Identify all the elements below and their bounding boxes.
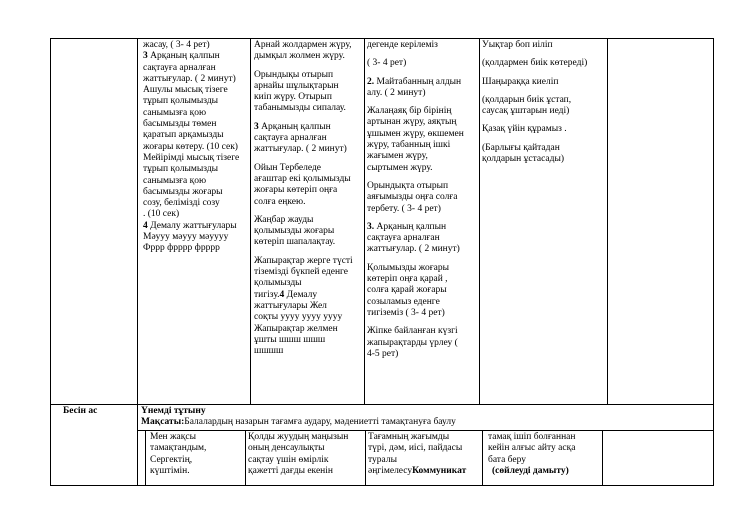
text-line: жаттығулар. ( 2 минут) (143, 73, 236, 84)
text-line: Тағамның жағымды (368, 432, 450, 442)
text-line: артынан жүру, аяқтың (367, 117, 457, 128)
row-divider (50, 404, 714, 405)
text-line: жағымен жүру, (367, 151, 428, 162)
text-line: Сергектің, (150, 454, 193, 465)
text-line: Қазақ үйін құрамыз . (482, 124, 567, 135)
text-line: кейін алғыс айту асқа (488, 443, 576, 454)
text-line: Мәууу мәууу мәуууу (143, 232, 229, 243)
text-line: күштімін. (150, 465, 190, 476)
text-line: 3. Арқаның қалпын (367, 221, 447, 232)
text-line: жапырақтарды үрлеу ( (367, 337, 458, 348)
col4-cell (482, 40, 606, 165)
text-line: 2. Майтабанның алдын (367, 76, 462, 87)
text-line: жасау, ( 3- 4 рет) (143, 40, 210, 50)
text-line: жаттығулар. ( 2 минут) (367, 244, 460, 255)
text-line: Жапырақтар жерге түсті (254, 255, 353, 266)
label-column-border (137, 38, 138, 485)
text-line: (сөйлеуді дамыту) (492, 465, 569, 476)
bottom-col-border-4 (602, 430, 603, 485)
text-line: қажетті дағды екенін (248, 465, 333, 476)
text-line: сақтау үшін өмірлік (248, 454, 329, 465)
text-line: тигіземіз ( 3- 4 рет) (367, 307, 445, 318)
text-line: Жаңбар жауды (254, 214, 314, 225)
text-line: жаттығулар. ( 2 минут) (254, 144, 347, 155)
row-label: Бесін ас (63, 406, 98, 416)
table-top-border (50, 38, 714, 39)
text-line: солға еңкею. (254, 196, 306, 207)
text-line: жоғары көтеріп оңға (254, 185, 338, 196)
text-line: қолымызды жоғары (254, 226, 335, 237)
text-line: басымызды төмен (143, 119, 217, 130)
text-line: сақтауға арналған (254, 133, 327, 144)
text-line: санымызға қою (143, 107, 207, 118)
table-bottom-border (50, 485, 714, 486)
text-line: Орындықта отырып (367, 180, 449, 191)
text-line: соқты уууу уууу уууу (254, 312, 343, 323)
text-line: 3 Арқаның қалпын (143, 51, 220, 62)
table-right-border (713, 38, 714, 485)
text-line: сыртымен жүру. (367, 162, 433, 173)
text-line: шшшш (254, 346, 284, 357)
text-line: арнайы шұлықтарын (254, 80, 339, 91)
activity-title: Үнемді тұтыну (141, 406, 206, 416)
text-line: көтеріп оңға қарай , (367, 274, 448, 285)
text-line: 3 Арқаның қалпын (254, 121, 331, 132)
goal-label: Мақсаты: (141, 417, 185, 428)
text-line: сақтауға арналған (367, 233, 440, 244)
text-line: сақтауға арналған (143, 62, 216, 73)
text-line: ( 3- 4 рет) (367, 58, 407, 69)
bottom-col-border-2 (365, 430, 366, 485)
text-line: тербету. ( 3- 4 рет) (367, 203, 441, 214)
text-line: солға қарай жоғары (367, 285, 447, 296)
text-line: табанымызды сипалау. (254, 103, 346, 114)
text-line: Арнай жолдармен жүру, (254, 40, 352, 50)
text-line: . (10 сек) (143, 209, 180, 220)
text-line: тұрып қолымызды (143, 96, 219, 107)
text-line: созу, белімізді созу (143, 198, 220, 209)
text-line: (қолдармен биік көтереді) (482, 58, 588, 69)
text-line: тіземізді бүкпей еденге (254, 267, 349, 278)
text-line: Мейірімді мысық тізеге (143, 152, 240, 163)
bottom-col-border-0 (145, 430, 146, 485)
text-line: 4-5 рет) (367, 348, 399, 359)
table-left-border (50, 38, 51, 485)
text-line: Фррр фрррр фрррр (143, 243, 220, 254)
col3-cell (367, 40, 478, 360)
text-line: бата беру (488, 454, 526, 465)
text-line: Уықтар боп иіліп (482, 40, 553, 50)
text-line: ұшымен жүру, өкшемен (367, 128, 464, 139)
text-line: жаттығулары Жел (254, 300, 327, 311)
text-line: қаратып арқамызды (143, 130, 224, 141)
text-line: қолдарын ұстасады) (482, 154, 565, 165)
text-line: тамақтандым, (150, 443, 207, 454)
text-line: Қолымызды жоғары (367, 262, 449, 273)
bottom-c4 (488, 432, 601, 477)
text-line: әңгімелесуКоммуникат (368, 465, 467, 476)
text-line: Ашулы мысық тізеге (143, 85, 228, 96)
bottom-c3 (368, 432, 481, 477)
text-line: дымқыл жолмен жүру. (254, 51, 345, 62)
text-line: Орындықы отырып (254, 69, 334, 80)
col-border-2 (364, 38, 365, 404)
text-line: ағаштар екі қолымызды (254, 173, 351, 184)
text-line: ұшты шшш шшш (254, 334, 326, 345)
col-border-1 (250, 38, 251, 404)
text-line: киіп жүру. Отырып (254, 92, 332, 103)
text-line: жоғары көтеру. (10 сек) (143, 141, 238, 152)
bottom-col-border-3 (482, 430, 483, 485)
text-line: түрі, дәм, иісі, пайдасы (368, 443, 463, 454)
text-line: Жіпке байланған күзгі (367, 326, 458, 337)
col-border-4 (607, 38, 608, 404)
text-line: көтеріп шапалақтау. (254, 237, 336, 248)
text-line: туралы (368, 454, 397, 465)
text-line: Мен жақсы (150, 432, 196, 442)
bottom-col-border-1 (245, 430, 246, 485)
col-border-3 (479, 38, 480, 404)
text-line: санымызға қою (143, 175, 207, 186)
text-line: Шаңыраққа киеліп (482, 76, 559, 87)
text-line: Жапырақтар желмен (254, 323, 338, 334)
col2-cell (254, 40, 363, 357)
goal-text: Балалардың назарын тағамға аудару, мәдениетті тамақтануға баулу (184, 417, 456, 428)
activity-header (141, 406, 711, 429)
text-line: тұрып қолымызды (143, 164, 219, 175)
text-line: (қолдарын биік ұстап, (482, 94, 572, 105)
col1-cell (143, 40, 249, 255)
text-line: Жалаңаяқ бір бірінің (367, 106, 452, 117)
text-line: дегенде керілеміз (367, 40, 438, 50)
bottom-c1 (150, 432, 244, 477)
text-line: 4 Демалу жаттығулары (143, 220, 237, 231)
text-line: (Барлығы қайтадан (482, 142, 560, 153)
text-line: басымызды жоғары (143, 186, 223, 197)
text-line: жүру, табанның ішкі (367, 140, 451, 151)
bottom-c2 (248, 432, 364, 477)
text-line: оның денсаулықты (248, 443, 325, 454)
text-line: Қолды жуудың маңызын (248, 432, 349, 442)
activity-goal (141, 417, 711, 428)
text-line: саусақ ұштарын иеді) (482, 106, 570, 117)
goal-row-divider (137, 430, 714, 431)
text-line: тигізу.4 Демалу (254, 289, 318, 300)
text-line: қолымызды (254, 278, 302, 289)
text-line: аяғымызды оңға солға (367, 192, 458, 203)
text-line: тамақ ішіп болғаннан (488, 432, 576, 442)
text-line: алу. ( 2 минут) (367, 87, 426, 98)
text-line: созыламыз еденге (367, 296, 440, 307)
text-line: Ойын Тербеледе (254, 162, 322, 173)
